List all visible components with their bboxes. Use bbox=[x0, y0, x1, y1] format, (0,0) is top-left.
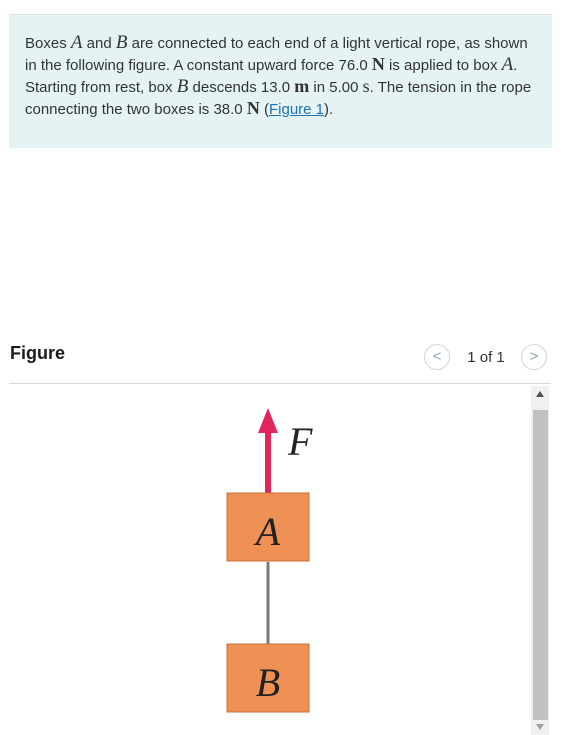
unit-newton: N bbox=[371, 54, 385, 74]
problem-text: Boxes bbox=[25, 35, 71, 52]
figure-scrollbar[interactable] bbox=[531, 386, 549, 735]
box-a-symbol: A bbox=[70, 32, 83, 53]
box-b-symbol: B bbox=[115, 32, 128, 53]
next-figure-button[interactable] bbox=[521, 344, 547, 370]
problem-text: and bbox=[82, 35, 116, 52]
chevron-right-icon: > bbox=[529, 348, 539, 365]
scrollbar-thumb[interactable] bbox=[533, 410, 548, 720]
problem-text: descends 13.0 bbox=[188, 79, 295, 96]
problem-text: in 5.00 bbox=[309, 79, 363, 96]
box-b-symbol: B bbox=[176, 76, 189, 97]
divider bbox=[9, 383, 551, 384]
unit-newton: N bbox=[246, 98, 260, 118]
unit-meter: m bbox=[294, 76, 310, 96]
problem-text: are connected to each end of a light vertical rope, as shown in the following figure. A constant upward force 76.0 bbox=[25, 35, 528, 74]
up-arrow-icon bbox=[258, 408, 278, 433]
chevron-left-icon: < bbox=[432, 348, 442, 365]
previous-figure-button[interactable] bbox=[424, 344, 450, 370]
problem-text: is applied to box bbox=[384, 57, 502, 74]
force-label: F bbox=[288, 419, 313, 464]
unit-second: s bbox=[362, 76, 370, 96]
figure-heading: Figure bbox=[10, 343, 66, 363]
box-a-label: A bbox=[255, 509, 281, 554]
problem-text: ( bbox=[259, 101, 269, 118]
problem-statement bbox=[9, 14, 552, 148]
scroll-down-arrow-icon[interactable] bbox=[531, 717, 549, 735]
boxes-rope-diagram bbox=[200, 400, 340, 720]
problem-text: . Starting from rest, box bbox=[25, 57, 518, 96]
problem-text: . The tension in the rope connecting the two boxes is 38.0 bbox=[25, 79, 532, 118]
box-a-symbol: A bbox=[501, 54, 514, 75]
figure-diagram bbox=[200, 400, 340, 725]
problem-text: ). bbox=[324, 101, 334, 118]
box-b-label: B bbox=[255, 660, 281, 705]
figure-1-link[interactable]: Figure 1 bbox=[268, 101, 325, 118]
scroll-up-arrow-icon[interactable] bbox=[531, 386, 549, 404]
figure-pager: 1 of 1 bbox=[467, 349, 505, 366]
